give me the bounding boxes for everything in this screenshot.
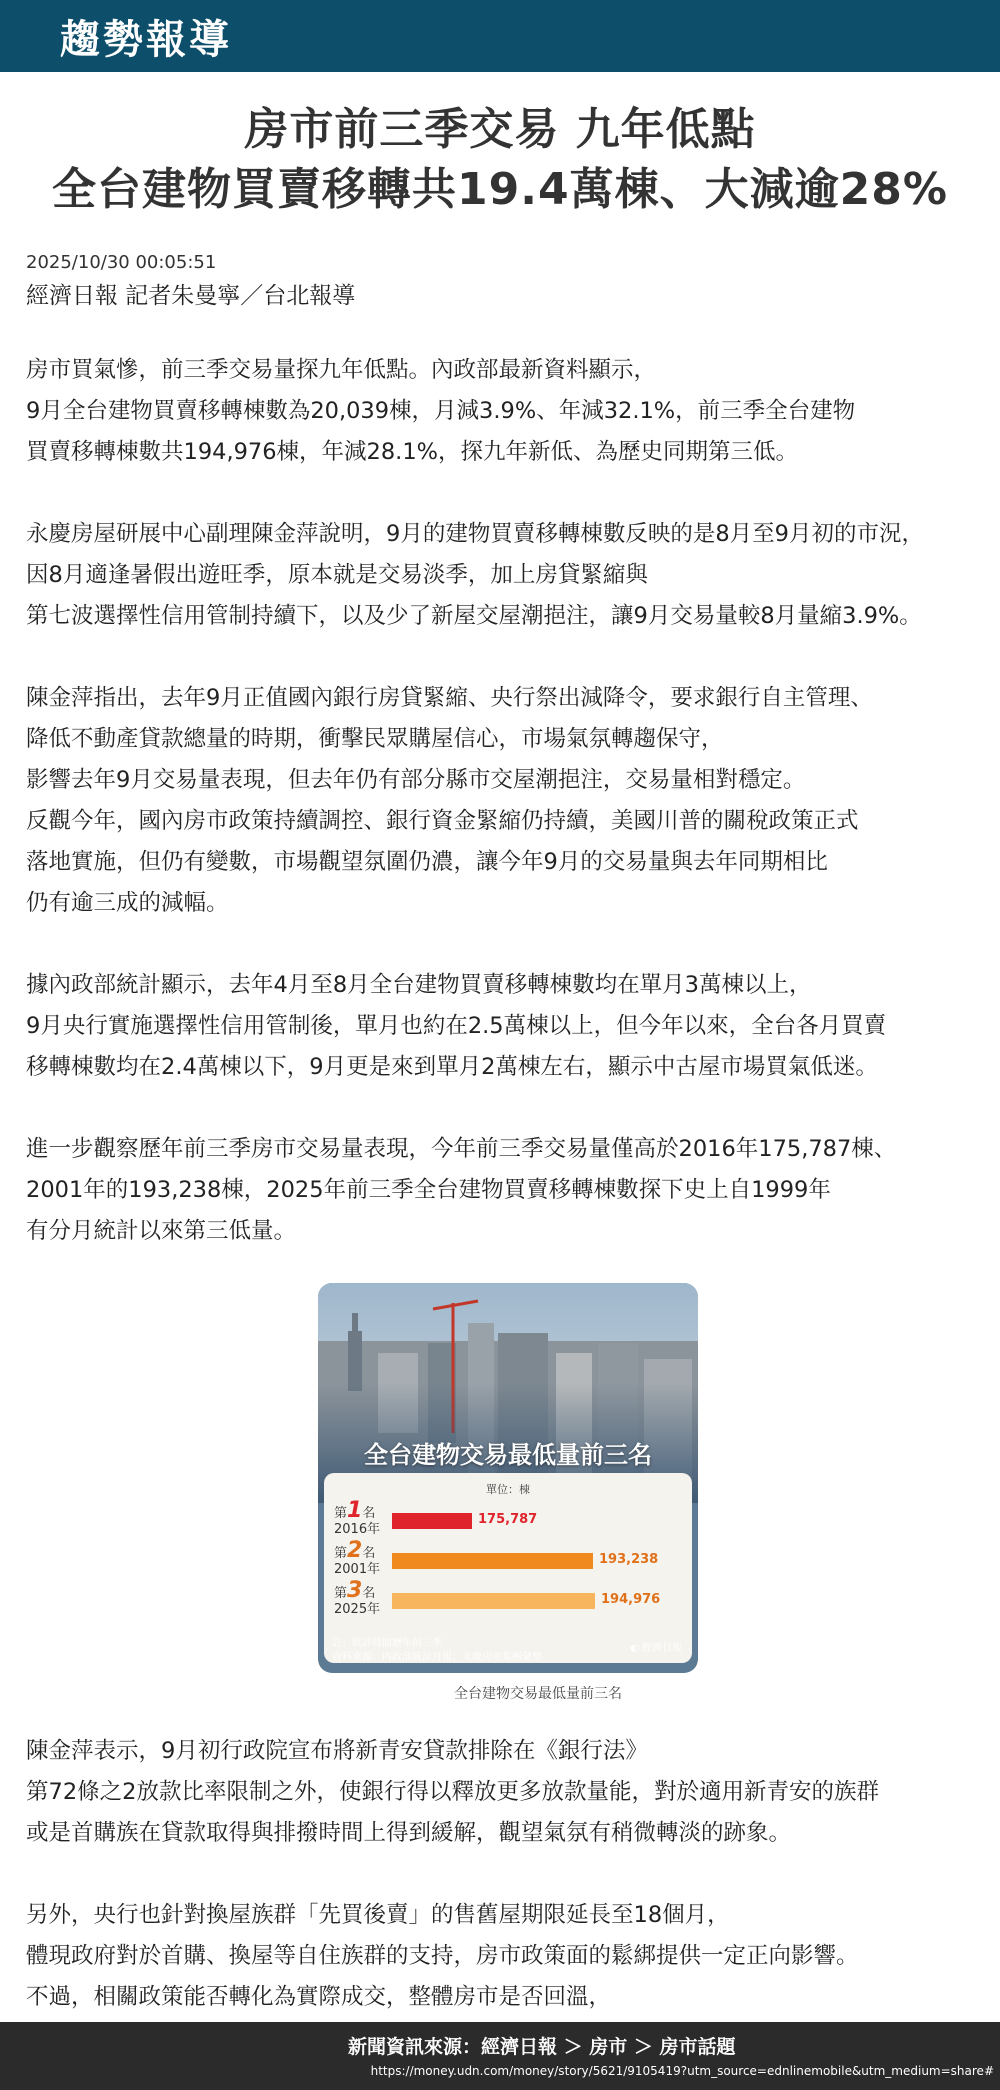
chart-bar bbox=[392, 1553, 593, 1569]
paragraph-line: 仍有逾三成的減幅。 bbox=[26, 890, 229, 916]
section-label: 趨勢報導 bbox=[60, 16, 232, 63]
article-title bbox=[0, 100, 1000, 220]
chart-category: 2001年 bbox=[334, 1562, 381, 1577]
paragraph-line: 另外，央行也針對換屋族群「先買後賣」的售舊屋期限延長至18個月， bbox=[26, 1902, 730, 1928]
paragraph-line: 移轉棟數均在2.4萬棟以下，9月更是來到單月2萬棟左右，顯示中古屋市場買氣低迷。 bbox=[26, 1054, 878, 1080]
article-body bbox=[0, 350, 1000, 2059]
paragraphs-after bbox=[26, 1731, 990, 2059]
city-skyline-photo bbox=[318, 1283, 698, 1503]
news-source[interactable]: 新聞資訊來源：經濟日報 ＞ 房市 ＞ 房市話題 bbox=[348, 2036, 736, 2058]
publish-date: 2025/10/30 00:05:51 bbox=[26, 252, 217, 273]
chart-rank-label bbox=[334, 1498, 381, 1538]
chart-category: 2025年 bbox=[334, 1602, 381, 1617]
paragraph-line: 體現政府對於首購、換屋等自住族群的支持，房市政策面的鬆綁提供一定正向影響。 bbox=[26, 1943, 859, 1969]
paragraph-line: 落地實施，但仍有變數，市場觀望氛圍仍濃，讓今年9月的交易量與去年同期相比 bbox=[26, 849, 828, 875]
rank-number: 1 bbox=[347, 1498, 363, 1523]
rank-number: 3 bbox=[347, 1578, 363, 1603]
paragraph-line: 買賣移轉棟數共194,976棟，年減28.1%，探九年新低、為歷史同期第三低。 bbox=[26, 439, 799, 465]
paragraph bbox=[26, 350, 990, 473]
paragraph-line: 或是首購族在貸款取得與排撥時間上得到緩解，觀望氣氛有稍微轉淡的跡象。 bbox=[26, 1820, 792, 1846]
chart-bar bbox=[392, 1593, 595, 1609]
logo-icon: ◐ bbox=[630, 1643, 642, 1654]
rank-number: 2 bbox=[347, 1538, 363, 1563]
infographic-notes bbox=[332, 1637, 542, 1665]
paragraph-line: 因8月適逢暑假出遊旺季，原本就是交易淡季，加上房貸緊縮與 bbox=[26, 562, 648, 588]
infographic-figure bbox=[318, 1283, 698, 1703]
chart-rank-label bbox=[334, 1578, 381, 1618]
paragraph bbox=[26, 1731, 990, 1854]
paragraph bbox=[26, 965, 990, 1088]
paragraph bbox=[26, 514, 990, 637]
paragraph-line: 陳金萍指出，去年9月正值國內銀行房貸緊縮、央行祭出減降令，要求銀行自主管理、 bbox=[26, 685, 873, 711]
paragraphs-before bbox=[26, 350, 990, 1252]
chart-value-label: 194,976 bbox=[601, 1592, 661, 1607]
rank-prefix: 第 bbox=[334, 1546, 348, 1561]
infographic bbox=[318, 1283, 698, 1673]
paragraph-line: 9月全台建物買賣移轉棟數為20,039棟，月減3.9%、年減32.1%，前三季全台建物 bbox=[26, 398, 856, 424]
rank-prefix: 第 bbox=[334, 1586, 348, 1601]
note-source: 資料來源：內政部統計月報；永慶房產集團彙整 bbox=[332, 1652, 542, 1663]
paragraph-line: 第72條之2放款比率限制之外，使銀行得以釋放更多放款量能，對於適用新青安的族群 bbox=[26, 1779, 879, 1805]
paragraph-line: 反觀今年，國內房市政策持續調控、銀行資金緊縮仍持續，美國川普的關稅政策正式 bbox=[26, 808, 859, 834]
paragraph-line: 第七波選擇性信用管制持續下，以及少了新屋交屋潮挹注，讓9月交易量較8月量縮3.9%。 bbox=[26, 603, 922, 629]
brand-logo bbox=[630, 1639, 682, 1654]
paragraph-line: 2001年的193,238棟，2025年前三季全台建物買賣移轉棟數探下史上自1999年 bbox=[26, 1177, 831, 1203]
rank-suffix: 名 bbox=[362, 1586, 376, 1601]
paragraph-line: 房市買氣慘，前三季交易量探九年低點。內政部最新資料顯示， bbox=[26, 357, 657, 383]
chart-unit: 單位：棟 bbox=[486, 1483, 530, 1496]
paragraph-line: 永慶房屋研展中心副理陳金萍說明，9月的建物買賣移轉棟數反映的是8月至9月初的市況， bbox=[26, 521, 924, 547]
infographic-title: 全台建物交易最低量前三名 bbox=[364, 1441, 652, 1469]
chart-rank-label bbox=[334, 1538, 381, 1578]
chart-bar bbox=[392, 1513, 472, 1529]
paragraph-line: 不過，相關政策能否轉化為實際成交，整體房市是否回溫， bbox=[26, 1984, 612, 2010]
paragraph-line: 進一步觀察歷年前三季房市交易量表現，今年前三季交易量僅高於2016年175,787棟、 bbox=[26, 1136, 897, 1162]
chart-value-label: 193,238 bbox=[599, 1552, 659, 1567]
header-bar bbox=[0, 0, 1000, 72]
paragraph-line: 9月央行實施選擇性信用管制後，單月也約在2.5萬棟以上，但今年以來，全台各月買賣 bbox=[26, 1013, 887, 1039]
figure-caption: 全台建物交易最低量前三名 bbox=[454, 1686, 622, 1702]
title-line-1: 房市前三季交易 九年低點 bbox=[244, 104, 756, 155]
paragraph-line: 陳金萍表示，9月初行政院宣布將新青安貸款排除在《銀行法》 bbox=[26, 1738, 648, 1764]
paragraph-line: 降低不動產貸款總量的時期，衝擊民眾購屋信心，市場氣氛轉趨保守， bbox=[26, 726, 724, 752]
paragraph bbox=[26, 1129, 990, 1252]
chart-category: 2016年 bbox=[334, 1522, 381, 1537]
brand-name: 經濟日報 bbox=[642, 1643, 682, 1654]
rank-prefix: 第 bbox=[334, 1506, 348, 1521]
footer-bar bbox=[0, 2022, 1000, 2090]
article-meta bbox=[0, 250, 1000, 312]
title-line-2: 全台建物買賣移轉共19.4萬棟、大減逾28% bbox=[52, 164, 948, 215]
byline: 經濟日報 記者朱曼寧／台北報導 bbox=[26, 283, 356, 309]
note-period: 註：統計時間歷年前三季 bbox=[332, 1638, 442, 1649]
paragraph-line: 有分月統計以來第三低量。 bbox=[26, 1218, 297, 1244]
paragraph-line: 據內政部統計顯示，去年4月至8月全台建物買賣移轉棟數均在單月3萬棟以上， bbox=[26, 972, 812, 998]
paragraph-line: 影響去年9月交易量表現，但去年仍有部分縣市交屋潮挹注，交易量相對穩定。 bbox=[26, 767, 806, 793]
paragraph bbox=[26, 678, 990, 924]
source-url[interactable]: https://money.udn.com/money/story/5621/9105419?utm_source=ednlinemobile&utm_medium=share# bbox=[370, 2064, 994, 2078]
rank-suffix: 名 bbox=[362, 1546, 376, 1561]
chart-value-label: 175,787 bbox=[478, 1512, 538, 1527]
rank-suffix: 名 bbox=[362, 1506, 376, 1521]
